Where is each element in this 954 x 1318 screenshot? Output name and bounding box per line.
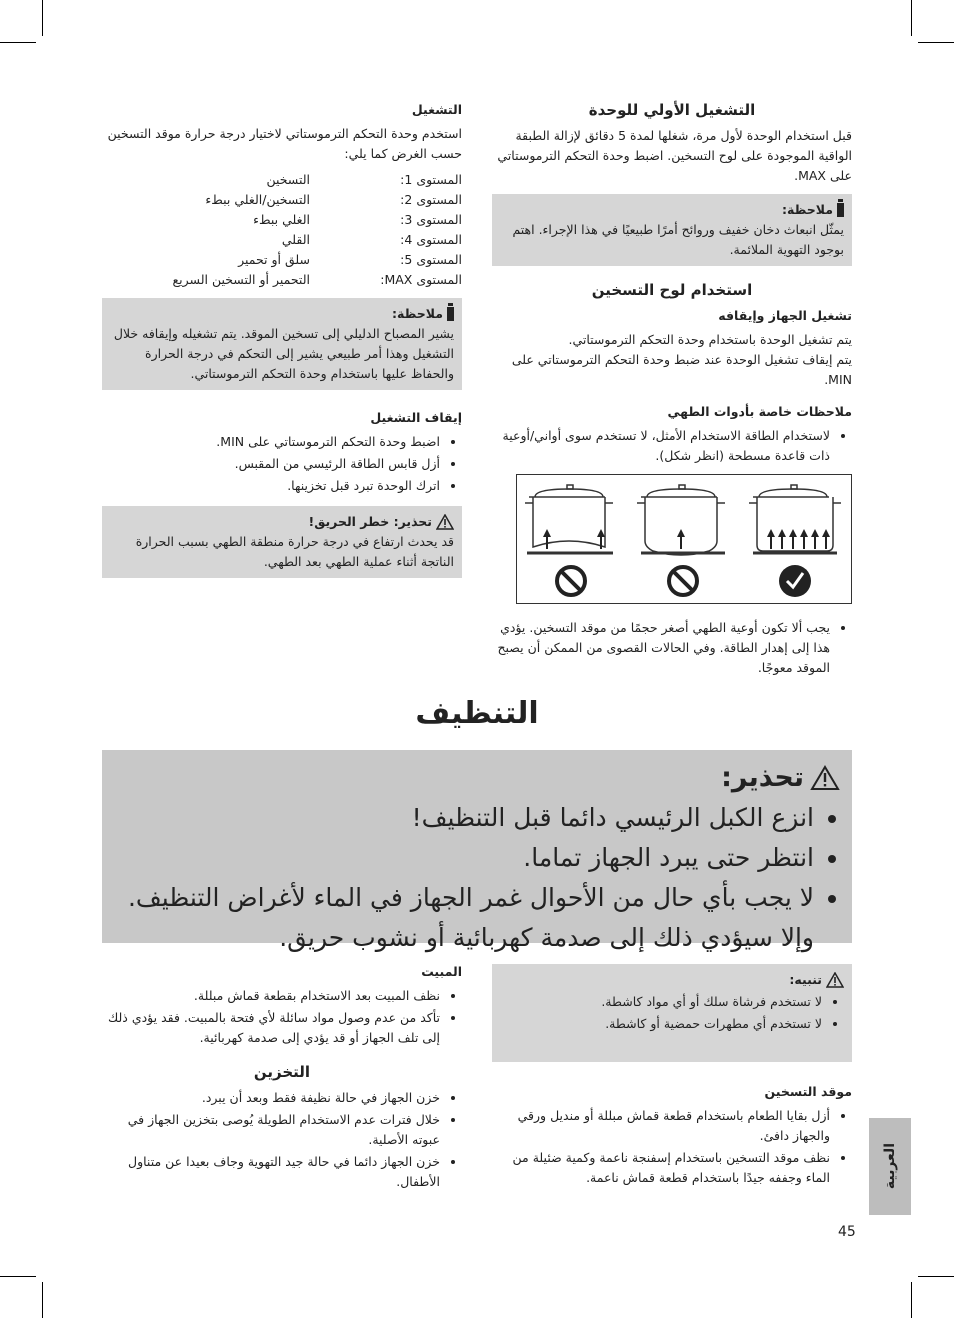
- level-row: [102, 210, 462, 230]
- warning-icon: [826, 972, 844, 988]
- stop-title: إيقاف التشغيل: [370, 410, 462, 425]
- level-label: المستوى MAX:: [380, 272, 462, 287]
- cookware-subtitle: ملاحظات خاصة بأدوات الطهي: [667, 404, 852, 419]
- left-column: [102, 100, 462, 588]
- note-box-2: [102, 298, 462, 390]
- level-label: المستوى 5:: [400, 252, 462, 267]
- warning-icon: [810, 765, 840, 791]
- list-item: • أزل قابس الطاقة الرئيسي من المقبس.: [102, 454, 440, 474]
- list-item: • يجب ألا تكون أوعية الطهي أصغر حجمًا من موقد التسخين. يؤدي هذا إلى إهدار الطاقة. وفي الحالات القصوى من الممكن أن يصبح الموقد معوجًا.: [492, 618, 830, 678]
- bottom-left-column: [102, 962, 462, 1194]
- caution-title-text: تنبيه:: [789, 972, 822, 987]
- list-item: • لاستخدام الطاقة الاستخدام الأمثل، لا تستخدم سوى أواني/أوعية ذات قاعدة مسطحة (انظر شكل).: [492, 426, 830, 466]
- note-title-text: ملاحظة:: [782, 202, 833, 217]
- warning-title-text: تحذير: خطر الحريق!: [308, 514, 432, 529]
- level-label: المستوى 4:: [400, 232, 462, 247]
- cleaning-title: التنظيف: [415, 696, 539, 731]
- crop-mark: [911, 1282, 912, 1318]
- list-item: • خزن الجهاز دائما في حالة جيد التهوية وجاف بعيدا عن متناول الأطفال.: [102, 1152, 440, 1192]
- stove-title: موقد التسخين: [764, 1084, 852, 1099]
- pot-good-icon: [749, 485, 841, 553]
- crop-mark: [0, 1276, 36, 1277]
- level-label: المستوى 2:: [400, 192, 462, 207]
- info-icon: [837, 203, 844, 217]
- level-row: [102, 230, 462, 250]
- caution-title: [500, 970, 844, 990]
- first-use-title: التشغيل الأولي للوحدة: [588, 101, 756, 119]
- level-desc: القلي: [281, 232, 310, 247]
- info-icon: [447, 307, 454, 321]
- housing-list: [102, 986, 462, 1048]
- list-item: • تأكد من عدم وصول مواد سائلة لأي فتحة بالمبيت. فقد يؤدي ذلك إلى تلف الجهاز أو قد يؤدي إلى صدمة كهربائية.: [102, 1008, 440, 1048]
- list-item: • اضبط وحدة التحكم الترموستاتي على MIN.: [102, 432, 440, 452]
- use-title: استخدام لوح التسخين: [591, 281, 753, 299]
- cookware-list: [492, 426, 852, 466]
- list-item: • اترك الوحدة تبرد قبل تخزينها.: [102, 476, 440, 496]
- warning-head-text: تحذير:: [721, 762, 804, 793]
- operation-title: التشغيل: [411, 102, 462, 117]
- language-tab-label: العربية: [882, 1143, 898, 1190]
- stove-list: [492, 1106, 852, 1188]
- level-row: [102, 250, 462, 270]
- note-title: [500, 200, 844, 220]
- list-item: • لا تستخدم أي مطهرات حمضية أو كاشطة.: [500, 1014, 822, 1034]
- crop-mark: [42, 1282, 43, 1318]
- stop-list: [102, 432, 462, 496]
- bottom-right-column: [492, 962, 852, 1190]
- operate-text-1: يتم تشغيل الوحدة باستخدام وحدة التحكم الترموستاتي.: [568, 332, 852, 347]
- list-item: • أزل بقايا الطعام باستخدام قطعة قماش مبللة أو منديل ورقي والجهاز دافئ.: [492, 1106, 830, 1146]
- level-label: المستوى 3:: [400, 212, 462, 227]
- housing-title: المبيت: [421, 964, 462, 979]
- level-desc: الغلي ببطء: [253, 212, 310, 227]
- level-desc: سلق أو تحمير: [238, 252, 310, 267]
- operate-subtitle: تشغيل الجهاز وإيقافه: [718, 308, 852, 323]
- list-item: • انتظر حتى يبرد الجهاز تماما.: [114, 838, 814, 878]
- note-text: يمثّل انبعاث دخان خفيف وروائح أمرًا طبيعيًا في هذا الإجراء. اهتم بوجود التهوية الملائمة.: [512, 222, 844, 257]
- burn-warning-box: [102, 506, 462, 578]
- check-icon: [779, 565, 811, 597]
- cleaning-warning-list: [114, 798, 840, 958]
- crop-mark: [42, 0, 43, 36]
- list-item: • لا تستخدم فرشاة سلك أو أي مواد كاشطة.: [500, 992, 822, 1012]
- list-item: • انزع الكبل الرئيسي دائما قبل التنظيف!: [114, 798, 814, 838]
- level-desc: التسخين: [266, 172, 310, 187]
- level-row: [102, 170, 462, 190]
- warning-head: [114, 758, 840, 798]
- cookware-illustration: [517, 475, 851, 603]
- crop-mark: [918, 1276, 954, 1277]
- caution-list: [500, 992, 844, 1034]
- level-desc: التسخين/الغلي ببطء: [205, 192, 310, 207]
- note-box: [492, 194, 852, 266]
- warning-text: قد يحدث ارتفاع في درجة حرارة منطقة الطهي بسبب الحرارة الناتجة أثناء عملية الطهي بعد الطهي.: [135, 534, 454, 569]
- note-text: يشير المصباح الدليلي إلى تسخين الموقد. يتم تشغيله وإيقافه خلال التشغيل وهذا أمر طبيعي يشير إلى التحكم في درجة الحرارة والحفاظ عليها باستخدام وحدة التحكم الترموستاتي.: [113, 326, 454, 381]
- level-row: [102, 270, 462, 290]
- cookware-figure: [516, 474, 852, 604]
- operate-text-2: يتم إيقاف تشغيل الوحدة عند ضبط وحدة التحكم الترموستاتي على MIN.: [511, 352, 852, 387]
- note-title-text: ملاحظة:: [392, 306, 443, 321]
- list-item: • خزن الجهاز في حالة نظيفة فقط وبعد أن يبرد.: [102, 1088, 440, 1108]
- level-label: المستوى 1:: [400, 172, 462, 187]
- warning-icon: [436, 514, 454, 530]
- list-item: • نظف موقد التسخين باستخدام إسفنجة ناعمة وكمية ضئيلة من الماء وجففه جيدًا باستخدام قطعة قماش ناعمة.: [492, 1148, 830, 1188]
- pot-concave-icon: [525, 485, 613, 553]
- first-use-text: قبل استخدام الوحدة لأول مرة، شغلها لمدة 5 دقائق لإزالة الطبقة الواقية الموجودة على لوح التسخين. اضبط وحدة التحكم الترموستاتي على MAX.: [497, 128, 852, 183]
- level-table: [102, 170, 462, 290]
- list-item: • لا يجب بأي حال من الأحوال غمر الجهاز في الماء لأغراض التنظيف. وإلا سيؤدي ذلك إلى صدمة كهربائية أو نشوب حريق.: [114, 878, 814, 958]
- crop-mark: [911, 0, 912, 36]
- list-item: • خلال فترات عدم الاستخدام الطويلة يُوصى بتخزين الجهاز في عبوته الأصلية.: [102, 1110, 440, 1150]
- level-desc: التحمير أو التسخين السريع: [172, 272, 310, 287]
- cookware-list-2: [492, 618, 852, 678]
- level-row: [102, 190, 462, 210]
- storage-title: التخزين: [253, 1063, 311, 1081]
- operation-text: استخدم وحدة التحكم الترموستاتي لاختيار درجة حرارة موقد التسخين حسب الغرض كما يلي:: [107, 126, 462, 161]
- cleaning-warning-box: [102, 750, 852, 952]
- warning-title: [110, 512, 454, 532]
- crop-mark: [0, 42, 36, 43]
- page-number: 45: [838, 1224, 856, 1240]
- no-icon: [669, 567, 697, 595]
- caution-box: [492, 964, 852, 1062]
- language-tab: [869, 1118, 911, 1215]
- no-icon: [557, 567, 585, 595]
- right-column: [492, 100, 852, 680]
- list-item: • نظف المبيت بعد الاستخدام بقطعة قماش مبللة.: [102, 986, 440, 1006]
- note-title: [110, 304, 454, 324]
- crop-mark: [918, 42, 954, 43]
- storage-list: [102, 1088, 462, 1192]
